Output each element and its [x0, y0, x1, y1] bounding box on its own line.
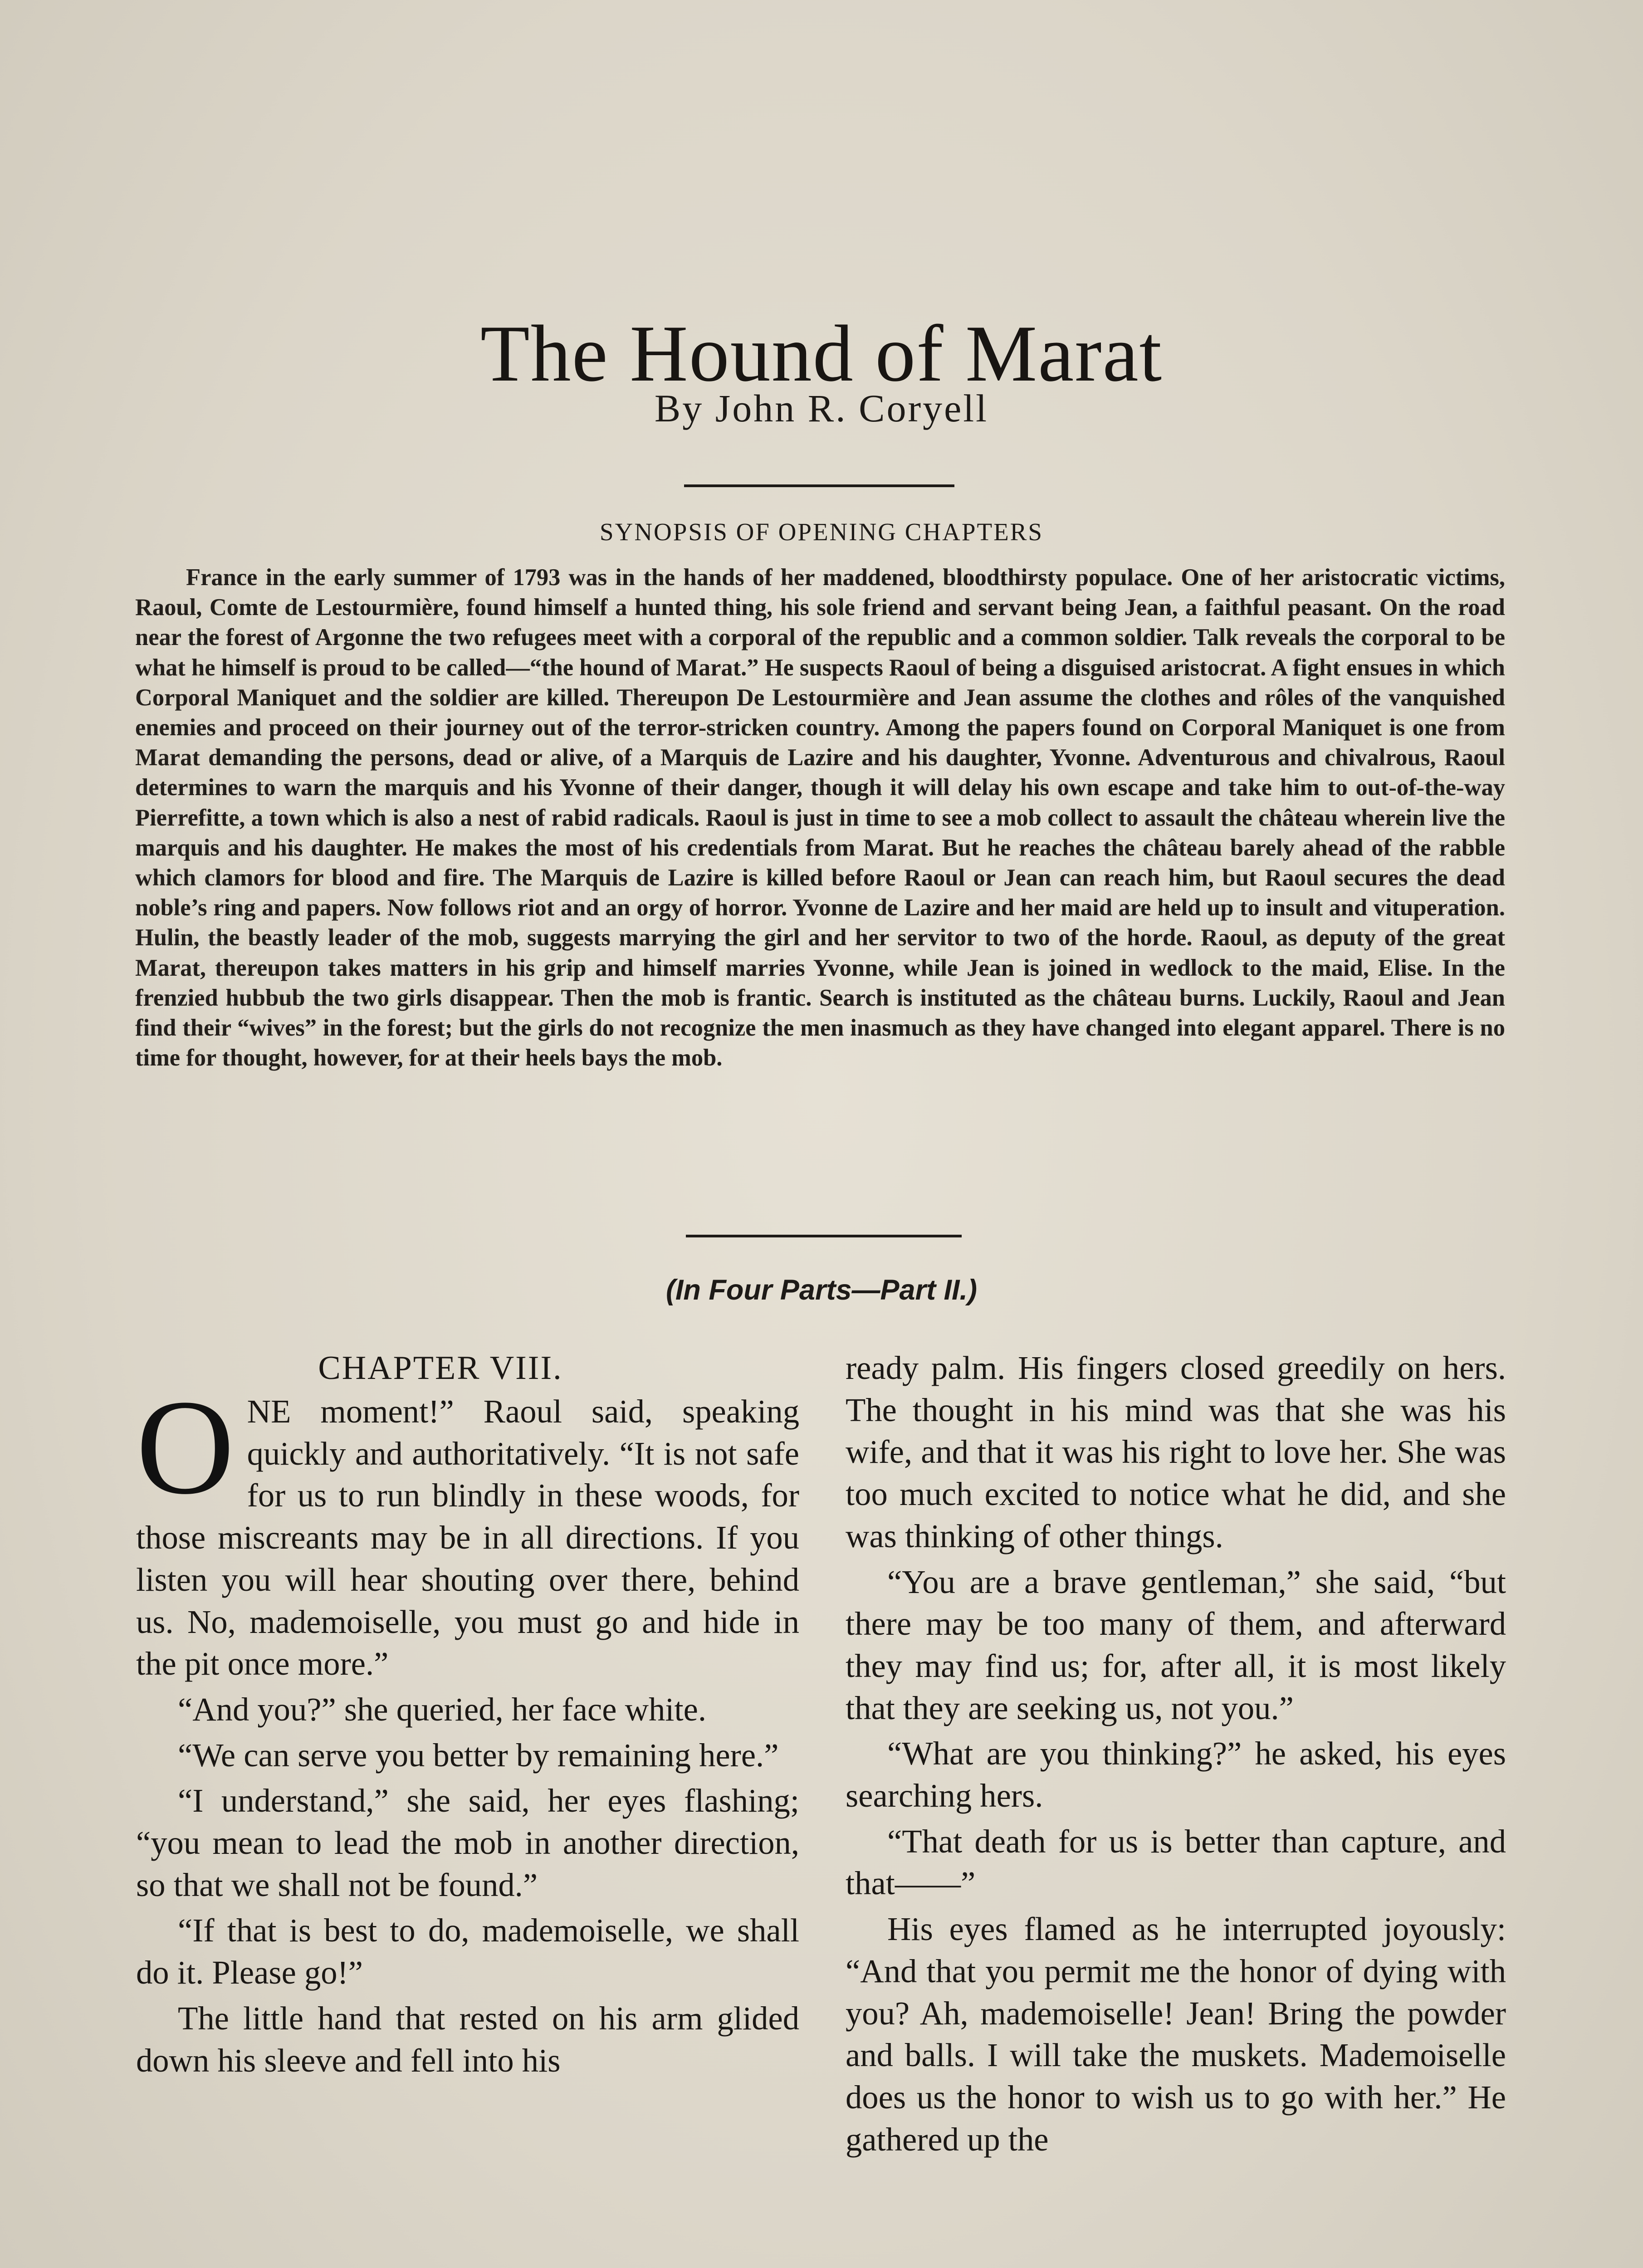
synopsis-text: France in the early summer of 1793 was in the hands of her maddened, bloodthirsty populace. One of her aristocratic victims, Raoul, Comte de Lestourmière, found himself a hunted thing, his sole friend and servant being Jean, a faithful peasant. On the road near the forest of Argonne the two refugees meet with a corporal of the republic and a common soldier. Talk reveals the corporal to be what he himself is proud to be called—“the hound of Marat.” He suspects Raoul of being a disguised aristocrat. A fight ensues in which Corporal Maniquet and the soldier are killed. Thereupon De Lestourmière and Jean assume the clothes and rôles of the vanquished enemies and proceed on their journey out of the terror-stricken country. Among the papers found on Corporal Maniquet is one from Marat demanding the persons, dead or alive, of a Marquis de Lazire and his daughter, Yvonne. Adventurous and chivalrous, Raoul determines to warn the marquis and his Yvonne of their danger, though it will delay his own escape and take him to out-of-the-way Pierrefitte, a town which is also a nest of rabid radicals. Raoul is just in time to see a mob collect to assault the château wherein live the marquis and his daughter. He makes the most of his credentials from Marat. But he reaches the château barely ahead of the rabble which clamors for blood and fire. The Marquis de Lazire is killed before Raoul or Jean can reach him, but Raoul secures the dead noble’s ring and papers. Now follows riot and an orgy of horror. Yvonne de Lazire and her maid are held up to insult and vituperation. Hulin, the beastly leader of the mob, suggests marrying the girl and her servitor to two of the horde. Raoul, as deputy of the great Marat, thereupon takes matters in his grip and himself marries Yvonne, while Jean is joined in wedlock to the maid, Elise. In the frenzied hubbub the two girls disappear. Then the mob is frantic. Search is instituted as the château burns. Luckily, Raoul and Jean find their “wives” in the forest; but the girls do not recognize the men inasmuch as they have changed into elegant apparel. There is no time for thought, however, for at their heels bays the mob. [135, 564, 1505, 1071]
text-column-right [846, 1347, 1506, 2164]
paragraph: “That death for us is better than capture, and that——” [846, 1823, 1506, 1902]
synopsis-heading: SYNOPSIS OF OPENING CHAPTERS [600, 518, 1043, 546]
divider-rule [684, 484, 954, 487]
chapter-heading: CHAPTER VIII. [318, 1349, 563, 1387]
paragraph: “And you?” she queried, her face white. [178, 1691, 707, 1728]
story-title: The Hound of Marat [480, 308, 1163, 399]
paragraph: ready palm. His fingers closed greedily on hers. The thought in his mind was that she was his wife, and that it was his right to love her. She was too much excited to notice what he did, and she was thinking of other things. [846, 1349, 1506, 1554]
paragraph: “You are a brave gentleman,” she said, “but there may be too many of them, and afterward they may find us; for, after all, it is most likely that they are seeking us, not you.” [846, 1563, 1506, 1726]
text-column-left [136, 1347, 799, 2085]
author-byline: By John R. Coryell [654, 386, 989, 430]
drop-cap: O [136, 1372, 235, 1522]
paragraph: The little hand that rested on his arm glided down his sleeve and fell into his [136, 1999, 799, 2079]
paragraph: “We can serve you better by remaining here.” [178, 1736, 779, 1774]
part-label: (In Four Parts—Part II.) [665, 1274, 978, 1306]
paragraph: “I understand,” she said, her eyes flashing; “you mean to lead the mob in another direction, so that we shall not be found.” [136, 1782, 799, 1903]
paragraph: NE moment!” Raoul said, speaking quickly and authoritatively. “It is not safe for us to run blindly in these woods, for those miscreants may be in all directions. If you listen you will hear shouting over there, behind us. No, mademoiselle, you must go and hide in the pit once more.” [136, 1393, 799, 1682]
paragraph: His eyes flamed as he interrupted joyously: “And that you permit me the honor of dying with you? Ah, mademoiselle! Jean! Bring the powder and balls. I will take the muskets. Mademoiselle does us the honor to wish us to go with her.” He gathered up the [846, 1911, 1506, 2158]
paragraph: “What are you thinking?” he asked, his eyes searching hers. [846, 1735, 1506, 1814]
paragraph: “If that is best to do, mademoiselle, we shall do it. Please go!” [136, 1912, 799, 1991]
divider-rule [686, 1235, 962, 1237]
